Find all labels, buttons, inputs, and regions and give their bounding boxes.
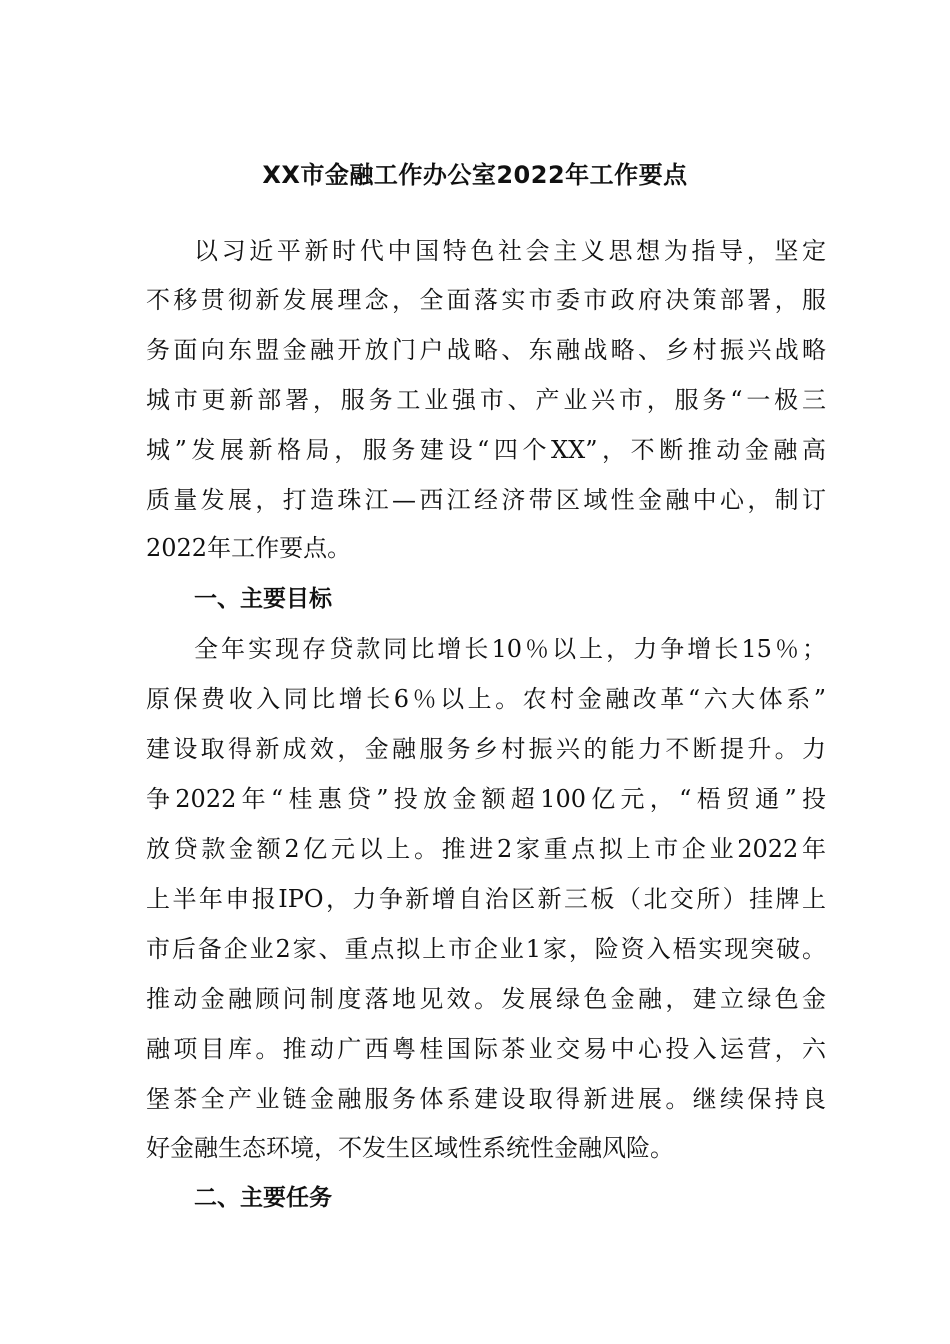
section1-line: 原保费收入同比增长6％以上。农村金融改革“六大体系” (146, 685, 826, 713)
section1-line: 堡茶全产业链金融服务体系建设取得新进展。继续保持良 (146, 1085, 826, 1113)
intro-line: 2022年工作要点。 (146, 534, 352, 562)
section1-line: 全年实现存贷款同比增长10％以上，力争增长15％； (194, 635, 826, 663)
section1-line: 市后备企业2家、重点拟上市企业1家，险资入梧实现突破。 (146, 935, 826, 963)
section1-line: 融项目库。推动广西粤桂国际茶业交易中心投入运营，六 (146, 1035, 826, 1063)
section1-line: 好金融生态环境，不发生区域性系统性金融风险。 (146, 1134, 674, 1162)
intro-line: 不移贯彻新发展理念，全面落实市委市政府决策部署，服 (146, 286, 826, 314)
section1-line: 推动金融顾问制度落地见效。发展绿色金融，建立绿色金 (146, 985, 826, 1013)
intro-line: 城市更新部署，服务工业强市、产业兴市，服务“一极三 (146, 386, 826, 414)
section1-line: 上半年申报IPO，力争新增自治区新三板（北交所）挂牌上 (146, 885, 826, 913)
section-heading: 一、主要目标 (194, 586, 332, 612)
intro-line: 以习近平新时代中国特色社会主义思想为指导，坚定 (194, 237, 826, 265)
section1-line: 争2022年“桂惠贷”投放金额超100亿元，“梧贸通”投 (146, 785, 826, 813)
intro-line: 务面向东盟金融开放门户战略、东融战略、乡村振兴战略 (146, 336, 826, 364)
section1-line: 建设取得新成效，金融服务乡村振兴的能力不断提升。力 (146, 735, 826, 763)
intro-line: 城”发展新格局，服务建设“四个XX”，不断推动金融高 (146, 436, 826, 464)
document-title: XX市金融工作办公室2022年工作要点 (262, 161, 688, 189)
section-heading: 二、主要任务 (194, 1185, 332, 1211)
section1-line: 放贷款金额2亿元以上。推进2家重点拟上市企业2022年 (146, 835, 826, 863)
intro-line: 质量发展，打造珠江—西江经济带区域性金融中心，制订 (146, 486, 826, 514)
